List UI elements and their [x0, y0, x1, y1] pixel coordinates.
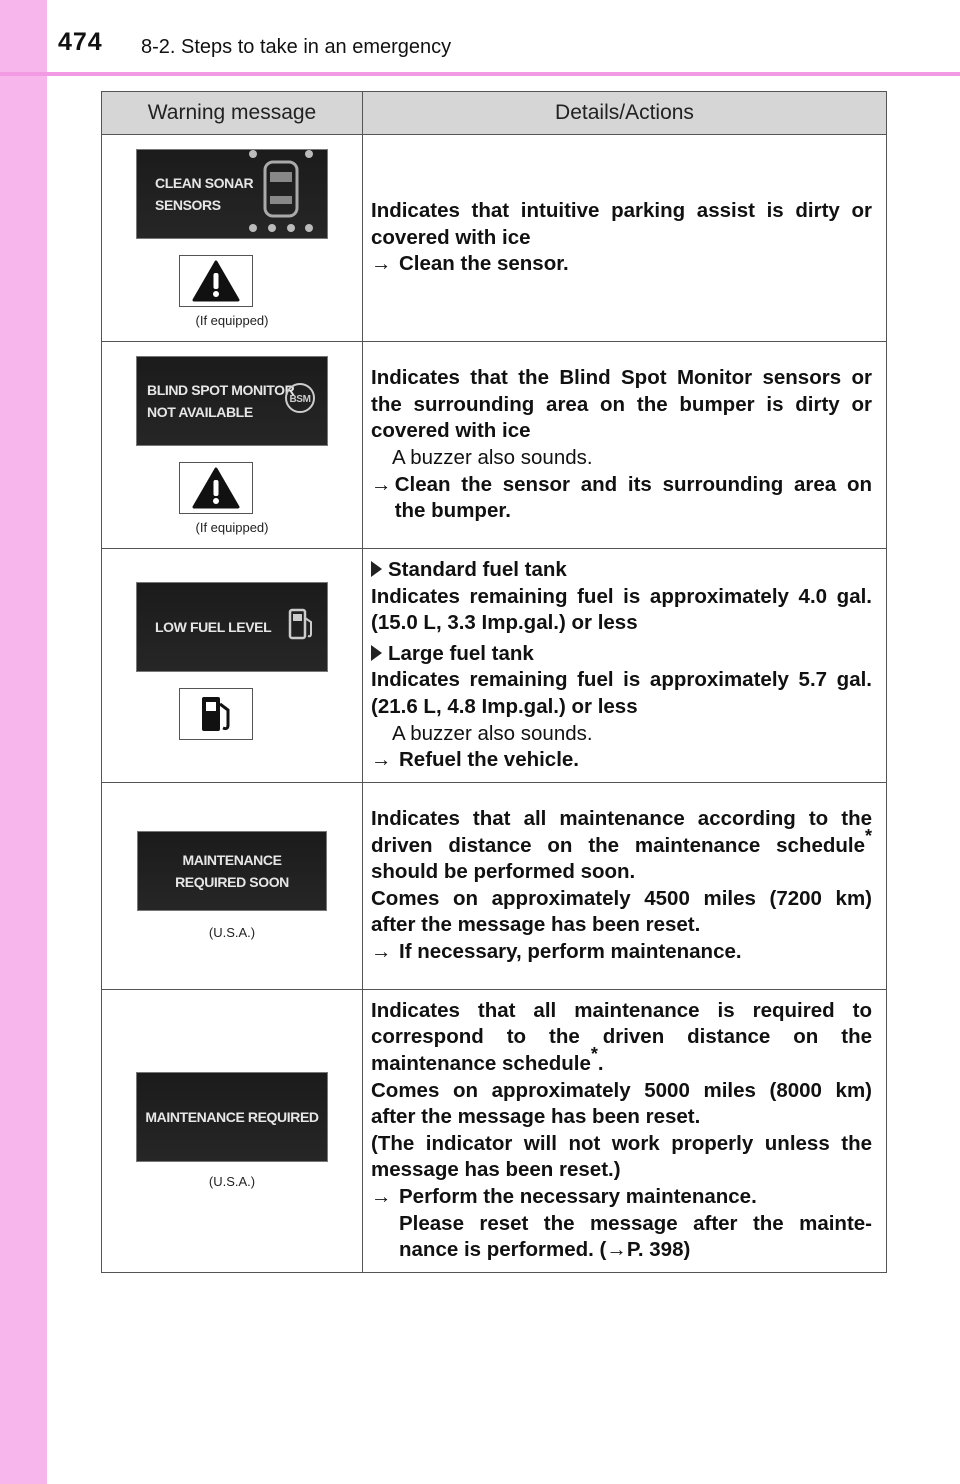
table-row: [102, 549, 887, 783]
arrow-icon: →: [371, 252, 392, 276]
parking-sensor-car-icon: [247, 148, 317, 240]
detail-text: Indicates that intuitive parking assist is dirty or covered with ice: [371, 199, 872, 249]
screen-text: LOW FUEL LEVEL: [155, 619, 272, 636]
table-row: [102, 135, 887, 342]
action-line: [371, 747, 872, 774]
details-cell: [363, 135, 887, 342]
warning-message-cell: [102, 989, 363, 1272]
detail-text: Indicates that all maintenance is required to correspond to the driven distance on the maintenance schedule*.: [371, 998, 872, 1075]
table-row: [102, 782, 887, 989]
buzzer-note: A buzzer also sounds.: [392, 446, 593, 469]
footnote-asterisk: *: [864, 825, 872, 846]
warning-message-cell: [102, 549, 363, 783]
action-text: If necessary, perform maintenance.: [399, 939, 742, 963]
action-line: [371, 939, 872, 966]
details-cell: [363, 989, 887, 1272]
warning-triangle-icon: [179, 255, 253, 307]
warning-triangle-icon: [179, 462, 253, 514]
triangle-bullet-icon: [371, 561, 382, 577]
usa-note: (U.S.A.): [208, 1174, 256, 1190]
screen-text: CLEAN SONAR SENSORS: [155, 174, 254, 213]
footnote-asterisk: *: [590, 1044, 598, 1065]
arrow-icon: →: [606, 1238, 627, 1262]
detail-text: Indicates that all maintenance according to the driven distance on the maintenance schedule* should be performed soon.: [371, 806, 872, 884]
display-screen-maintenance-required: [136, 1072, 328, 1162]
display-screen-blind-spot: [136, 356, 328, 446]
display-screen-clean-sonar: [136, 149, 328, 239]
header-rule: [0, 72, 960, 76]
warning-message-cell: [102, 782, 363, 989]
arrow-icon: →: [371, 748, 392, 772]
fuel-pump-icon: [179, 688, 253, 740]
screen-text: MAINTENANCE REQUIRED: [145, 1109, 319, 1126]
usa-note: (U.S.A.): [208, 925, 256, 941]
table-row: [102, 989, 887, 1272]
action-line: [371, 472, 872, 525]
warning-message-cell: [102, 135, 363, 342]
heading-text: Large fuel tank: [388, 641, 534, 665]
fuel-pump-icon: [287, 606, 317, 648]
arrow-icon: →: [371, 939, 392, 963]
action-text: Refuel the vehicle.: [399, 748, 580, 772]
col-header-details-actions: Details/Actions: [363, 92, 887, 135]
detail-text: (The indicator will not work properly unless the message has been reset.): [371, 1131, 872, 1182]
if-equipped-note: (If equipped): [195, 312, 269, 328]
bsm-badge-icon: [283, 381, 317, 421]
details-cell: [363, 342, 887, 549]
large-tank-heading: [371, 641, 872, 668]
table-header-row: [102, 92, 887, 135]
detail-text: Indicates remaining fuel is approximately 5.7 gal. (21.6 L, 4.8 Imp.gal.) or less: [371, 668, 872, 718]
action-line: [371, 251, 872, 278]
page-number: 474: [58, 28, 103, 56]
action-line: [371, 1184, 872, 1211]
triangle-bullet-icon: [371, 645, 382, 661]
if-equipped-note: (If equipped): [195, 519, 269, 535]
action-text: Perform the necessary maintenance.: [399, 1184, 757, 1208]
screen-text: MAINTENANCE REQUIRED SOON: [175, 852, 289, 891]
heading-text: Standard fuel tank: [388, 558, 567, 581]
action-text: Clean the sensor.: [399, 252, 569, 276]
table-row: [102, 342, 887, 549]
detail-text: Comes on approximately 5000 miles (8000 km) after the message has been reset.: [371, 1078, 872, 1129]
detail-text: Comes on approximately 4500 miles (7200 km) after the message has been reset.: [371, 886, 872, 937]
action-text: Clean the sensor and its surrounding area on the bumper.: [394, 472, 872, 523]
warning-message-table: [101, 91, 887, 1273]
detail-text: Indicates that the Blind Spot Monitor sensors or the surrounding area on the bumper is dirty or covered with ice: [371, 366, 872, 443]
svg-text:BSM: BSM: [289, 393, 311, 405]
screen-text: BLIND SPOT MONITOR NOT AVAILABLE: [147, 381, 295, 420]
display-screen-low-fuel: [136, 582, 328, 672]
buzzer-note: A buzzer also sounds.: [392, 721, 593, 745]
section-title: 8-2. Steps to take in an emergency: [141, 36, 452, 58]
warning-message-cell: [102, 342, 363, 549]
arrow-icon: →: [371, 472, 392, 496]
detail-text: Indicates remaining fuel is approximately 4.0 gal. (15.0 L, 3.3 Imp.gal.) or less: [371, 584, 872, 635]
page-reference-link[interactable]: P. 398: [626, 1238, 684, 1262]
details-cell: [363, 549, 887, 783]
arrow-icon: →: [371, 1184, 392, 1208]
display-screen-maintenance-soon: [137, 831, 327, 911]
details-cell: [363, 782, 887, 989]
reset-instruction: Please reset the message after the mainte-nance is performed. (→P. 398): [399, 1211, 872, 1262]
col-header-warning-message: Warning message: [102, 92, 363, 135]
standard-tank-heading: [371, 557, 872, 584]
chapter-sidebar-tab: [0, 0, 47, 1484]
